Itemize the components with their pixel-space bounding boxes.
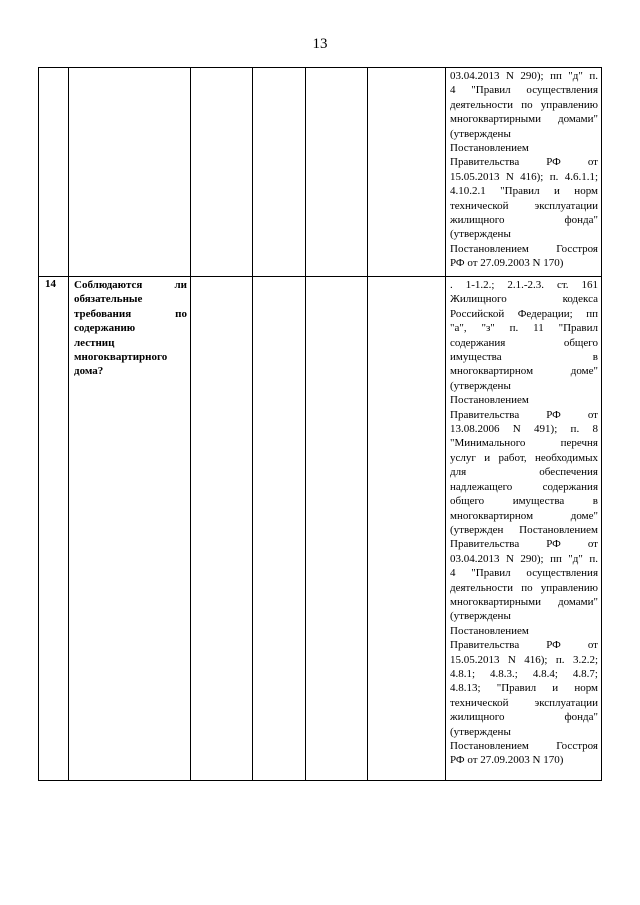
reference-line: имущества в (450, 351, 598, 364)
reference-line: (утверждены (450, 127, 511, 140)
reference-line: технической эксплуатации (450, 199, 598, 212)
reference-line: РФ от 27.09.2003 N 170) (450, 257, 564, 270)
row-number-cell: 14 (39, 277, 69, 781)
reference-line: Постановлением Госстроя (450, 242, 598, 255)
empty-cell (191, 277, 253, 781)
reference-line: 15.05.2013 N 416); п. 4.6.1.1; (450, 170, 598, 183)
reference-line: Правительства РФ от (450, 538, 598, 551)
empty-cell (306, 277, 368, 781)
reference-line: 03.04.2013 N 290); пп "д" п. (450, 552, 598, 565)
legal-reference-cell (446, 68, 602, 277)
question-line: лестниц (74, 336, 115, 349)
reference-line: деятельности по управлению (450, 581, 598, 594)
reference-line: Российской Федерации; пп (450, 307, 598, 320)
empty-cell (306, 68, 368, 277)
question-line: обязательные (74, 293, 143, 306)
reference-line: 4.10.2.1 "Правил и норм (450, 185, 598, 198)
reference-line: (утверждены (450, 725, 511, 738)
reference-line: (утверждены (450, 379, 511, 392)
table-row (39, 68, 602, 277)
reference-line: Постановлением (450, 624, 529, 637)
reference-line: (утвержден Постановлением (450, 523, 598, 536)
reference-line: 4.8.13; "Правил и норм (450, 682, 598, 695)
reference-line: 4 "Правил осуществления (450, 84, 598, 97)
reference-line: жилищного фонда" (450, 214, 598, 227)
question-line: требования по (74, 307, 187, 320)
reference-line: 15.05.2013 N 416); п. 3.2.2; (450, 653, 598, 666)
reference-line: Жилищного кодекса (450, 293, 598, 306)
empty-cell (191, 68, 253, 277)
reference-line: деятельности по управлению (450, 98, 598, 111)
reference-line: жилищного фонда" (450, 711, 598, 724)
reference-line: Правительства РФ от (450, 156, 598, 169)
reference-line: 4.8.1; 4.8.3.; 4.8.4; 4.8.7; (450, 667, 598, 680)
reference-line: содержания общего (450, 336, 598, 349)
reference-line: Правительства РФ от (450, 639, 598, 652)
reference-line: "а", "з" п. 11 "Правил (450, 322, 598, 335)
requirements-table (38, 67, 602, 781)
reference-line: для обеспечения (450, 466, 598, 479)
question-line: Соблюдаются ли (74, 279, 187, 291)
reference-line: многоквартирными домами" (450, 595, 598, 608)
reference-line: "Минимального перечня (450, 437, 598, 450)
empty-cell (253, 277, 306, 781)
reference-line: многоквартирном доме" (450, 365, 598, 378)
reference-line: 13.08.2006 N 491); п. 8 (450, 423, 598, 436)
reference-line: 4 "Правил осуществления (450, 567, 598, 580)
reference-line: Постановлением (450, 142, 529, 155)
reference-line: Постановлением Госстроя (450, 740, 598, 752)
reference-line: надлежащего содержания (450, 480, 598, 493)
question-line: многоквартирного (74, 351, 168, 364)
reference-line: . 1-1.2.; 2.1.-2.3. ст. 161 (450, 279, 598, 291)
row-number-cell (39, 68, 69, 277)
question-cell (69, 277, 191, 781)
reference-line: РФ от 27.09.2003 N 170) (450, 754, 564, 767)
reference-line: услуг и работ, необходимых (450, 451, 598, 464)
reference-line: 03.04.2013 N 290); пп "д" п. (450, 70, 598, 82)
question-cell (69, 68, 191, 277)
reference-line: общего имущества в (450, 495, 598, 508)
reference-line: технической эксплуатации (450, 696, 598, 709)
question-line: дома? (74, 365, 104, 378)
page-number: 13 (312, 36, 328, 52)
reference-line: Постановлением (450, 394, 529, 407)
reference-line: многоквартирными домами" (450, 113, 598, 126)
reference-line: Правительства РФ от (450, 408, 598, 421)
table-row (39, 277, 602, 781)
empty-cell (253, 68, 306, 277)
reference-line: многоквартирном доме" (450, 509, 598, 522)
question-line: содержанию (74, 322, 136, 335)
reference-line: (утверждены (450, 228, 511, 241)
reference-line: (утверждены (450, 610, 511, 623)
legal-reference-cell (446, 277, 602, 781)
empty-cell (368, 68, 446, 277)
empty-cell (368, 277, 446, 781)
